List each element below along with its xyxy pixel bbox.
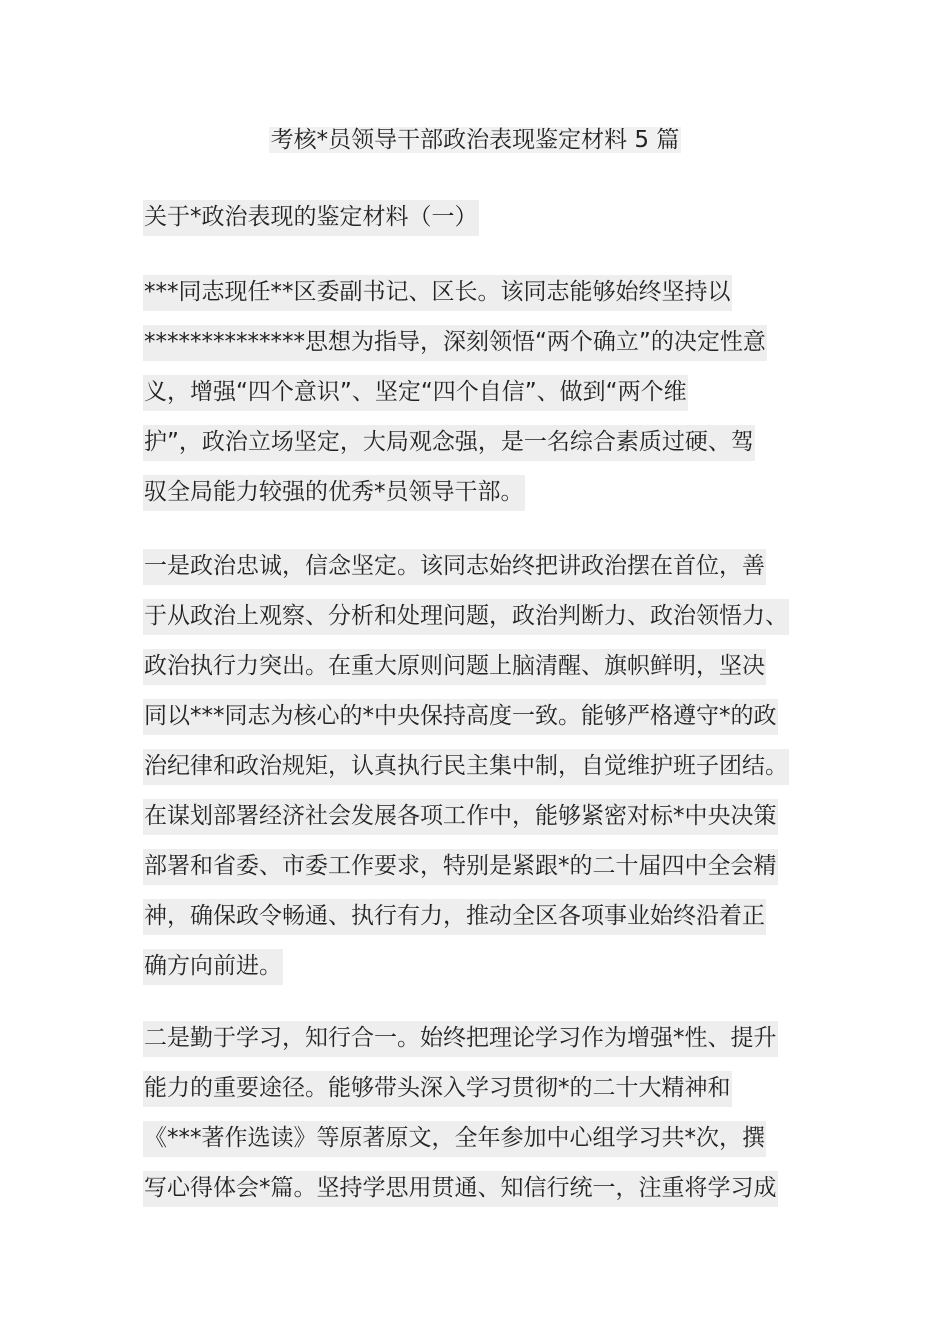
text-line: 治纪律和政治规矩，认真执行民主集中制，自觉维护班子团结。 [143,741,815,791]
text-line: 能力的重要途径。能够带头深入学习贯彻*的二十大精神和 [143,1063,815,1113]
text-line: 护”，政治立场坚定，大局观念强，是一名综合素质过硬、驾 [143,417,815,467]
text-line: 在谋划部署经济社会发展各项工作中，能够紧密对标*中央决策 [143,791,815,841]
text-line: 二是勤于学习，知行合一。始终把理论学习作为增强*性、提升 [143,1013,815,1063]
text-line: 神，确保政令畅通、执行有力，推动全区各项事业始终沿着正 [143,891,815,941]
text-line: 一是政治忠诚，信念坚定。该同志始终把讲政治摆在首位，善 [143,541,815,591]
text-line: 政治执行力突出。在重大原则问题上脑清醒、旗帜鲜明，坚决 [143,641,815,691]
text-line: ***同志现任**区委副书记、区长。该同志能够始终坚持以 [143,267,815,317]
text-line: 驭全局能力较强的优秀*员领导干部。 [143,467,815,517]
text-line: 同以***同志为核心的*中央保持高度一致。能够严格遵守*的政 [143,691,815,741]
document-title: 考核*员领导干部政治表现鉴定材料 5 篇 [270,127,680,153]
paragraph-political-loyalty [143,541,815,991]
text-line: 于从政治上观察、分析和处理问题，政治判断力、政治领悟力、 [143,591,815,641]
text-line: 义，增强“四个意识”、坚定“四个自信”、做到“两个维 [143,367,815,417]
paragraph-diligent-learning [143,1013,815,1213]
text-line: **************思想为指导，深刻领悟“两个确立”的决定性意 [143,317,815,367]
section-heading: 关于*政治表现的鉴定材料（一） [143,192,815,242]
paragraph-intro [143,267,815,517]
text-line: 确方向前进。 [143,941,815,991]
text-line: 部署和省委、市委工作要求，特别是紧跟*的二十届四中全会精 [143,841,815,891]
text-line: 写心得体会*篇。坚持学思用贯通、知信行统一，注重将学习成 [143,1163,815,1213]
text-line: 《***著作选读》等原著原文，全年参加中心组学习共*次，撰 [143,1113,815,1163]
